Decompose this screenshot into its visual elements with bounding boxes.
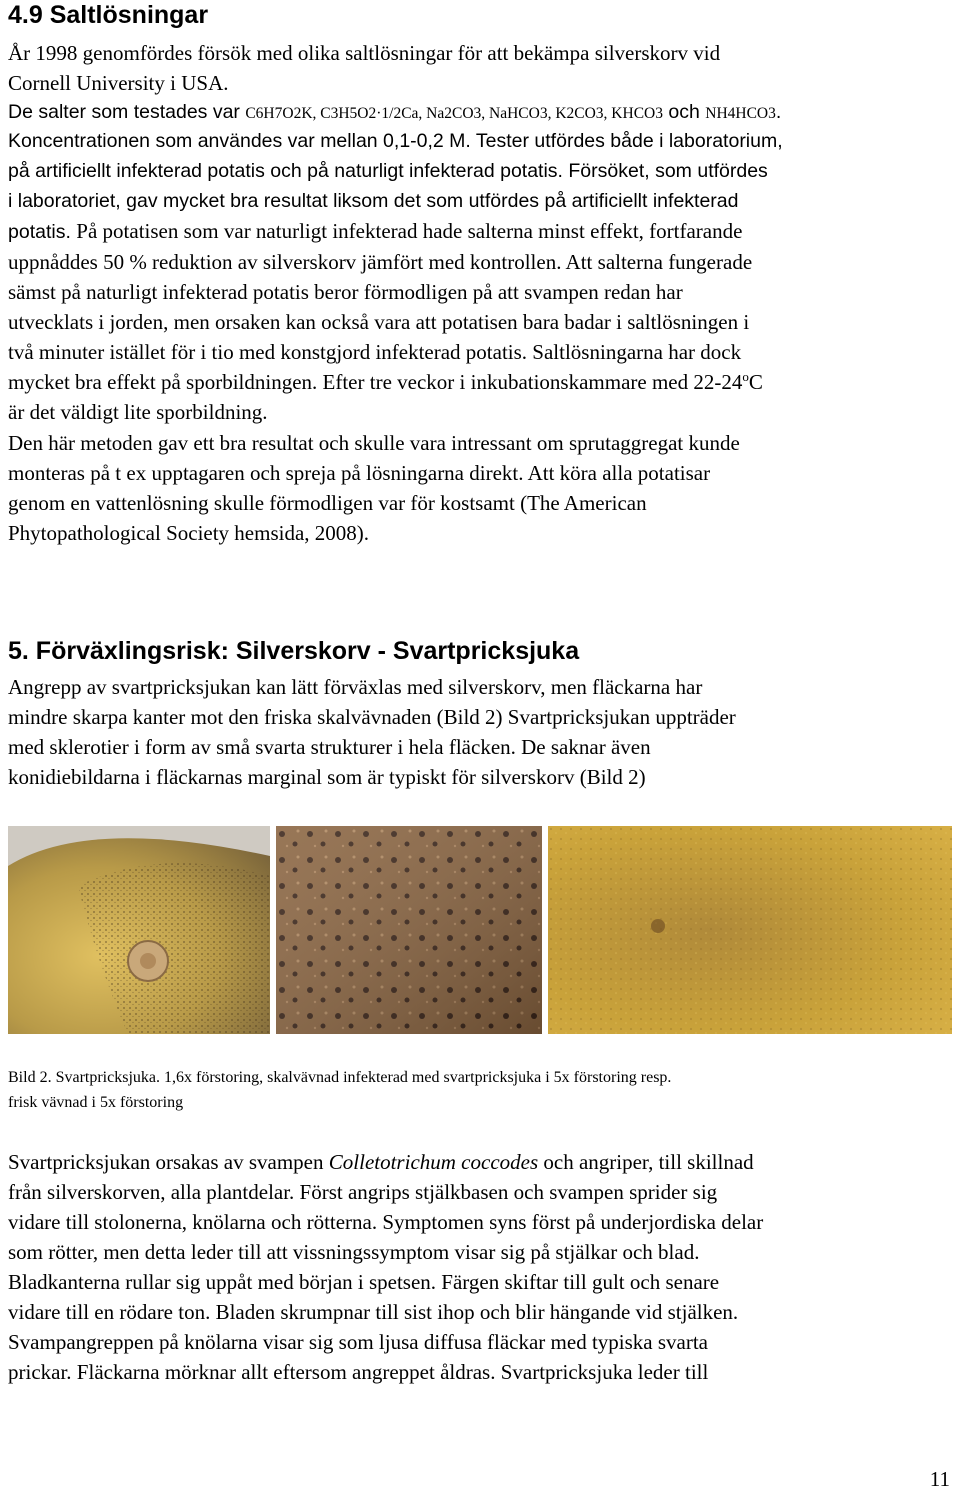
text-span: och angriper, till skillnad: [538, 1150, 754, 1174]
paragraph-line: Phytopathological Society hemsida, 2008).: [8, 521, 370, 545]
species-name: Colletotrichum coccodes: [328, 1150, 539, 1174]
chemical-formula: NH4HCO3: [705, 105, 776, 122]
paragraph-line: Bladkanterna rullar sig uppåt med början i spetsen. Färgen skiftar till gult och senare: [8, 1270, 720, 1294]
paragraph-line: på artificiellt infekterad potatis och på naturligt infekterad potatis. Försöket, som utfördes: [8, 160, 768, 182]
text-span: och: [662, 101, 706, 123]
photo-healthy-skin: [548, 826, 952, 1034]
paragraph-line: prickar. Fläckarna mörknar allt eftersom angreppet åldras. Svartpricksjuka leder till: [8, 1360, 709, 1384]
paragraph-line: Koncentrationen som användes var mellan 0,1-0,2 M. Tester utfördes både i laboratorium,: [8, 130, 783, 152]
section-heading-4-9: 4.9 Saltlösningar: [8, 1, 209, 29]
photo-infected-skin: [276, 826, 542, 1034]
paragraph-line: genom en vattenlösning skulle förmodligen var för kostsamt (The American: [8, 491, 647, 515]
paragraph-line-salts: [8, 99, 781, 127]
page-number: 11: [929, 1467, 950, 1491]
figure-caption: Bild 2. Svartpricksjuka. 1,6x förstoring, skalvävnad infekterad med svartpricksjuka i 5x förstoring resp.: [8, 1069, 672, 1086]
paragraph-line: Angrepp av svartpricksjukan kan lätt förväxlas med silverskorv, men fläckarna har: [8, 675, 703, 699]
paragraph-line: konidiebildarna i fläckarnas marginal som är typiskt för silverskorv (Bild 2): [8, 765, 646, 789]
section-heading-5: 5. Förväxlingsrisk: Silverskorv - Svartpricksjuka: [8, 637, 580, 665]
text-span: På potatisen som var naturligt infekterad hade salterna minst effekt, fortfarande: [76, 219, 743, 243]
paragraph-line: med sklerotier i form av små svarta strukturer i hela fläcken. De saknar även: [8, 735, 651, 759]
paragraph-line: mindre skarpa kanter mot den friska skalvävnaden (Bild 2) Svartpricksjukan uppträder: [8, 705, 736, 729]
text-span: mycket bra effekt på sporbildningen. Efter tre veckor i inkubationskammare med 22-24: [8, 370, 743, 394]
text-span: .: [775, 101, 782, 123]
paragraph-line: [8, 1149, 754, 1175]
paragraph-line: [8, 369, 763, 395]
text-span: C: [748, 370, 763, 394]
paragraph-line: Den här metoden gav ett bra resultat och skulle vara intressant om sprutaggregat kunde: [8, 431, 740, 455]
text-span: potatis.: [8, 221, 77, 243]
paragraph-line: är det väldigt lite sporbildning.: [8, 400, 268, 424]
paragraph-line: vidare till stolonerna, knölarna och rötterna. Symptomen syns först på underjordiska delar: [8, 1210, 764, 1234]
photo-potato-tuber: [8, 826, 270, 1034]
paragraph-line: vidare till en rödare ton. Bladen skrumpnar till sist ihop och blir hängande vid stjälken.: [8, 1300, 739, 1324]
paragraph-line: utvecklats i jorden, men orsaken kan också vara att potatisen bara badar i saltlösningen i: [8, 310, 750, 334]
degree-superscript: o: [742, 369, 749, 384]
paragraph-line: År 1998 genomfördes försök med olika saltlösningar för att bekämpa silverskorv vid: [8, 41, 721, 65]
paragraph-line: i laboratoriet, gav mycket bra resultat liksom det som utfördes på artificiellt infekterad: [8, 190, 739, 212]
figure-caption: frisk vävnad i 5x förstoring: [8, 1094, 184, 1111]
paragraph-line: från silverskorven, alla plantdelar. Först angrips stjälkbasen och svampen sprider sig: [8, 1180, 718, 1204]
paragraph-line: monteras på t ex upptagaren och spreja på lösningarna direkt. Att köra alla potatisar: [8, 461, 711, 485]
text-span: Svartpricksjukan orsakas av svampen: [8, 1150, 329, 1174]
paragraph-line: som rötter, men detta leder till att vissningssymptom visar sig på stjälkar och blad.: [8, 1240, 700, 1264]
paragraph-line: Svampangreppen på knölarna visar sig som ljusa diffusa fläckar med typiska svarta: [8, 1330, 709, 1354]
chemical-formulas: C6H7O2K, C3H5O2·1/2Ca, Na2CO3, NaHCO3, K2CO3, KHCO3: [245, 105, 663, 122]
paragraph-line: sämst på naturligt infekterad potatis beror förmodligen på att svampen redan har: [8, 280, 683, 304]
text-span: De salter som testades var: [8, 101, 246, 123]
paragraph-line: [8, 218, 742, 245]
paragraph-line: två minuter istället för i tio med konstgjord infekterad potatis. Saltlösningarna har dock: [8, 340, 742, 364]
paragraph-line: uppnåddes 50 % reduktion av silverskorv jämfört med kontrollen. Att salterna fungerade: [8, 250, 753, 274]
paragraph-line: Cornell University i USA.: [8, 71, 229, 95]
